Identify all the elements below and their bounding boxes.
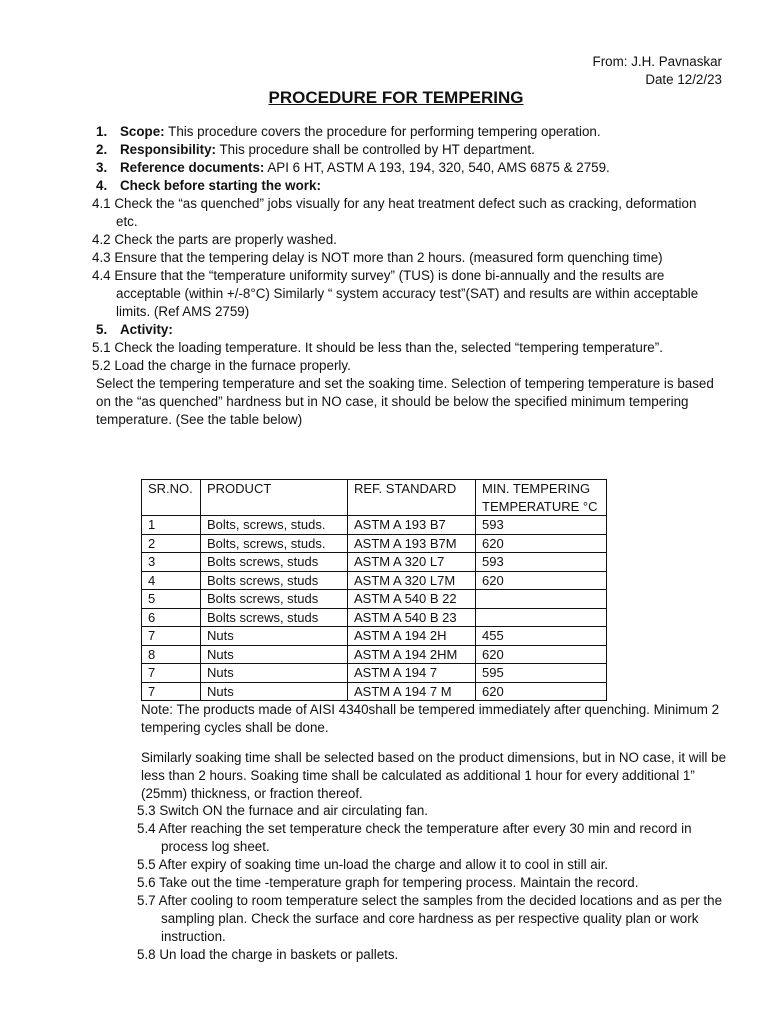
- table-cell: 7: [142, 627, 201, 646]
- table-cell: Nuts: [201, 627, 348, 646]
- step-5-6: 5.6 Take out the time -temperature graph for tempering process. Maintain the record.: [137, 875, 639, 890]
- table-cell: 455: [476, 627, 607, 646]
- table-cell: ASTM A 194 2H: [348, 627, 476, 646]
- table-row: [142, 590, 607, 609]
- table-cell: ASTM A 320 L7: [348, 553, 476, 572]
- activity-item-5-2: 5.2 Load the charge in the furnace properly.: [92, 358, 351, 373]
- table-row: [142, 627, 607, 646]
- from-line: From: J.H. Pavnaskar: [592, 54, 722, 69]
- step-5-7: 5.7 After cooling to room temperature select the samples from the decided locations and as per the sampling plan. Check the surface and core hardness as per respective quality plan or work instruction.: [137, 893, 723, 944]
- table-cell: 593: [476, 553, 607, 572]
- table-cell: Bolts screws, studs: [201, 590, 348, 609]
- table-cell: 4: [142, 571, 201, 590]
- step-5-8: 5.8 Un load the charge in baskets or pallets.: [137, 947, 399, 962]
- list-item-responsibility: 2. Responsibility: This procedure shall be controlled by HT department.: [96, 142, 535, 157]
- table-cell: [476, 590, 607, 609]
- check-item-4-1: 4.1 Check the “as quenched” jobs visually for any heat treatment defect such as cracking, deformation etc.: [92, 196, 697, 229]
- list-item-reference-documents: 3. Reference documents: API 6 HT, ASTM A 193, 194, 320, 540, AMS 6875 & 2759.: [96, 160, 610, 175]
- table-cell: ASTM A 540 B 23: [348, 608, 476, 627]
- table-row: [142, 608, 607, 627]
- soaking-paragraph: Similarly soaking time shall be selected based on the product dimensions, but in NO case, it will be less than 2 hours. Soaking time shall be calculated as additional 1 hour for every additional 1” (25mm) thickness, or fraction thereof.: [141, 750, 727, 801]
- table-cell: Nuts: [201, 664, 348, 683]
- table-cell: Bolts, screws, studs.: [201, 534, 348, 553]
- table-cell: 595: [476, 664, 607, 683]
- table-cell: ASTM A 194 7 M: [348, 682, 476, 701]
- table-cell: 1: [142, 516, 201, 535]
- table-cell: Bolts screws, studs: [201, 553, 348, 572]
- table-cell: Nuts: [201, 682, 348, 701]
- page-title: PROCEDURE FOR TEMPERING: [268, 88, 524, 107]
- table-row: [142, 571, 607, 590]
- list-item-activity: 5. Activity:: [96, 322, 173, 337]
- table-header-cell: PRODUCT: [201, 480, 348, 516]
- table-row: [142, 664, 607, 683]
- tempering-table: [141, 479, 607, 701]
- list-item-check-before: 4. Check before starting the work:: [96, 178, 321, 193]
- table-cell: Bolts, screws, studs.: [201, 516, 348, 535]
- table-cell: Bolts screws, studs: [201, 571, 348, 590]
- table-cell: Bolts screws, studs: [201, 608, 348, 627]
- table-header-cell: SR.NO.: [142, 480, 201, 516]
- table-cell: ASTM A 540 B 22: [348, 590, 476, 609]
- table-cell: 620: [476, 682, 607, 701]
- date-line: Date 12/2/23: [645, 72, 722, 87]
- table-cell: ASTM A 194 7: [348, 664, 476, 683]
- table-cell: 3: [142, 553, 201, 572]
- table-cell: ASTM A 193 B7M: [348, 534, 476, 553]
- note-paragraph: Note: The products made of AISI 4340shall be tempered immediately after quenching. Minimum 2 tempering cycles shall be done.: [141, 702, 720, 735]
- step-5-3: 5.3 Switch ON the furnace and air circulating fan.: [137, 803, 429, 818]
- table-cell: [476, 608, 607, 627]
- table-cell: ASTM A 320 L7M: [348, 571, 476, 590]
- table-row: [142, 534, 607, 553]
- list-item-scope: 1. Scope: This procedure covers the procedure for performing tempering operation.: [96, 124, 601, 139]
- table-cell: Nuts: [201, 645, 348, 664]
- table-header-row: [142, 480, 607, 516]
- table-row: [142, 553, 607, 572]
- table-row: [142, 516, 607, 535]
- step-5-5: 5.5 After expiry of soaking time un-load the charge and allow it to cool in still air.: [137, 857, 609, 872]
- table-cell: 593: [476, 516, 607, 535]
- table-cell: ASTM A 193 B7: [348, 516, 476, 535]
- table-header-cell: REF. STANDARD: [348, 480, 476, 516]
- step-5-4: 5.4 After reaching the set temperature check the temperature after every 30 min and record in process log sheet.: [137, 821, 692, 854]
- check-item-4-3: 4.3 Ensure that the tempering delay is NOT more than 2 hours. (measured form quenching time): [92, 250, 663, 265]
- table-cell: 620: [476, 534, 607, 553]
- check-item-4-2: 4.2 Check the parts are properly washed.: [92, 232, 337, 247]
- table-cell: 620: [476, 645, 607, 664]
- table-cell: 7: [142, 664, 201, 683]
- header-from-block: [593, 53, 722, 89]
- table-cell: 5: [142, 590, 201, 609]
- table-cell: 620: [476, 571, 607, 590]
- table-cell: 8: [142, 645, 201, 664]
- process-steps: [137, 802, 737, 964]
- table-header-cell: MIN. TEMPERING TEMPERATURE °C: [476, 480, 607, 516]
- table-row: [142, 645, 607, 664]
- table-row: [142, 682, 607, 701]
- table-cell: 7: [142, 682, 201, 701]
- numbered-list: [92, 123, 726, 429]
- activity-item-5-1: 5.1 Check the loading temperature. It should be less than the, selected “tempering temperature”.: [92, 340, 663, 355]
- table-cell: 6: [142, 608, 201, 627]
- table-cell: 2: [142, 534, 201, 553]
- select-temperature-paragraph: Select the tempering temperature and set the soaking time. Selection of tempering temperature is based on the “as quenched” hardness but in NO case, it should be below the specified minimum tempering temperature. (See the table below): [96, 376, 714, 427]
- table-cell: ASTM A 194 2HM: [348, 645, 476, 664]
- check-item-4-4: 4.4 Ensure that the “temperature uniformity survey” (TUS) is done bi-annually and the results are acceptable (within +/-8°C) Similarly “ system accuracy test”(SAT) and results are within acceptable limits. (Ref AMS 2759): [92, 268, 699, 319]
